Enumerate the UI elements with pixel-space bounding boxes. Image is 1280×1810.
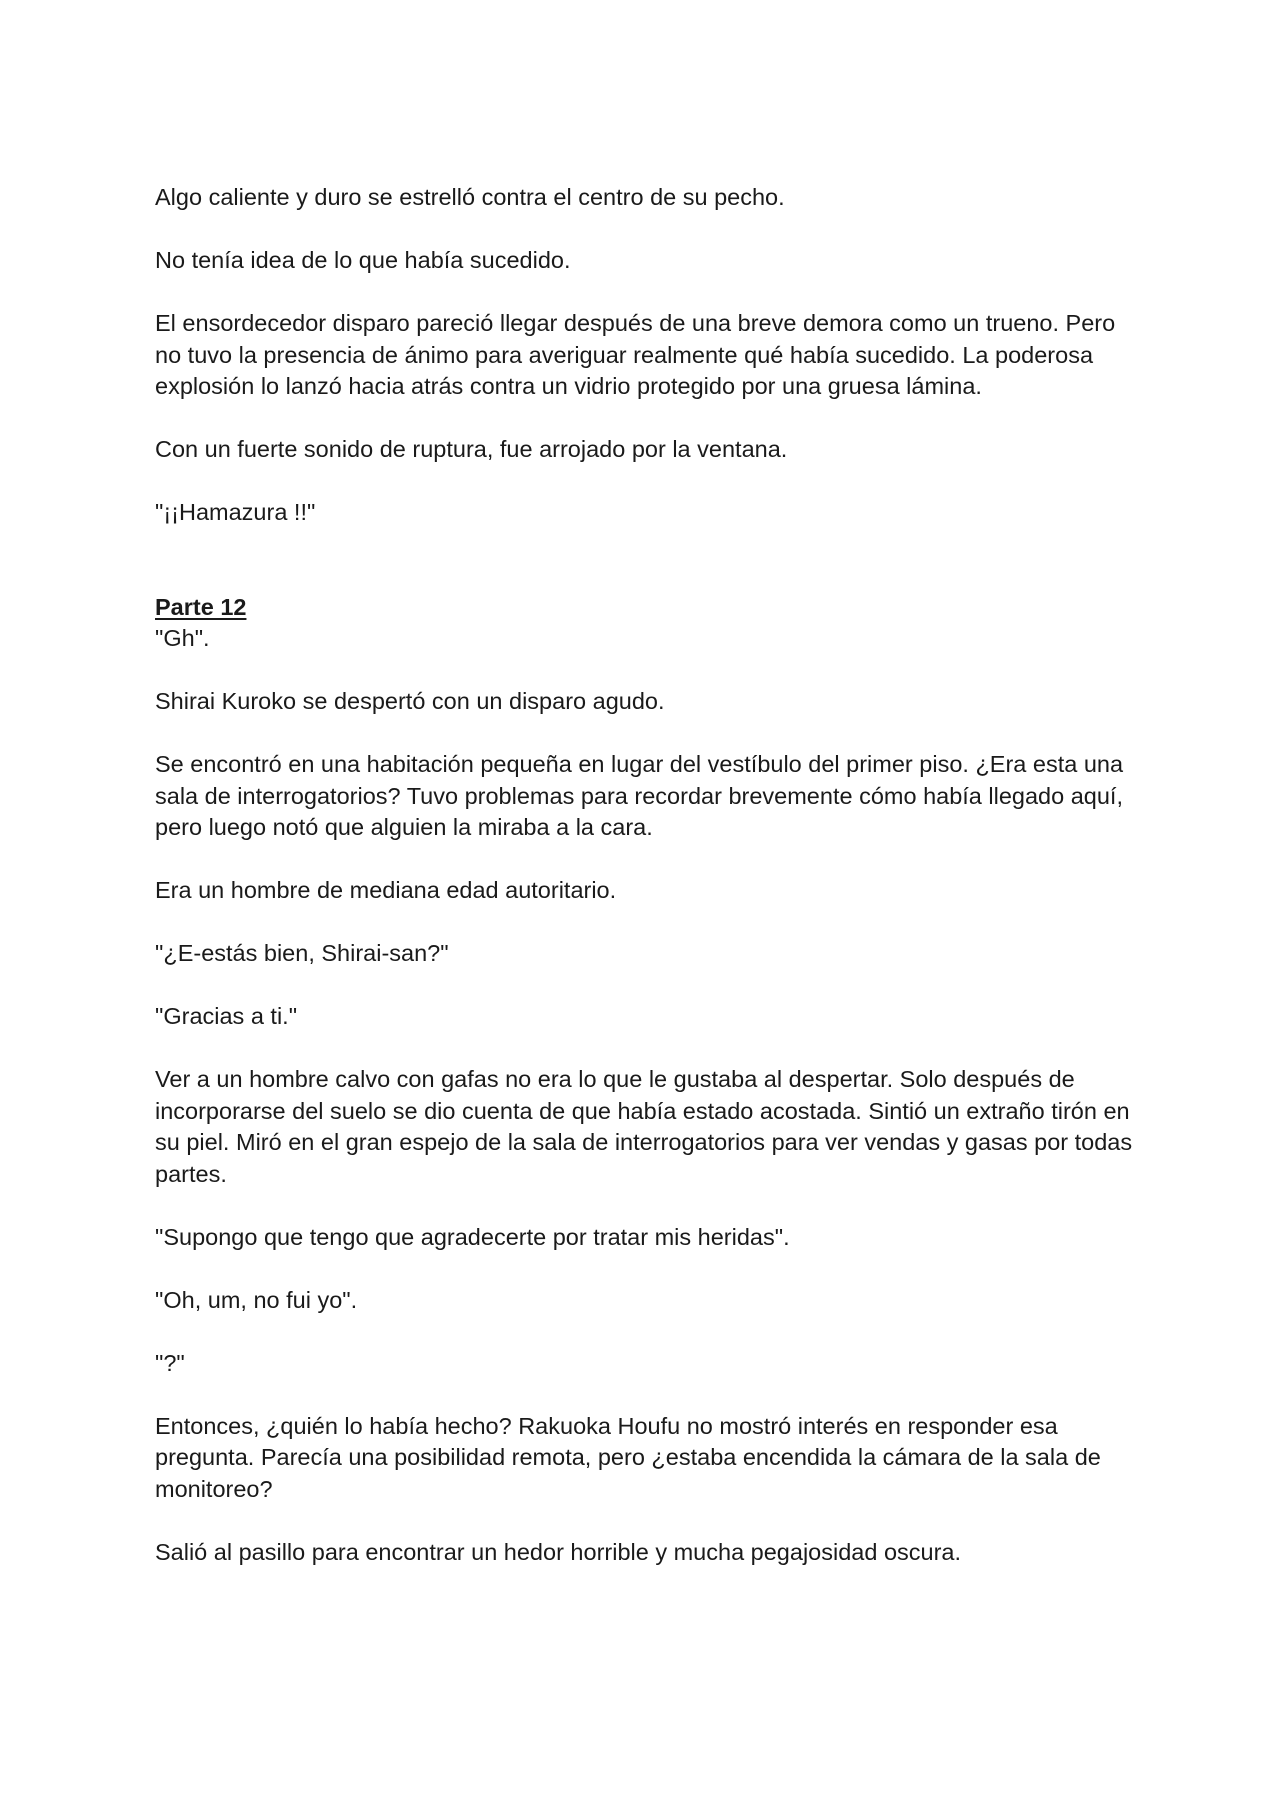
paragraph: "Supongo que tengo que agradecerte por tratar mis heridas". bbox=[155, 1223, 790, 1250]
paragraph: "Gracias a ti." bbox=[155, 1003, 298, 1029]
paragraph: Salió al pasillo para encontrar un hedor horrible y mucha pegajosidad oscura. bbox=[155, 1538, 962, 1565]
paragraph: Se encontró en una habitación pequeña en lugar del vestíbulo del primer piso. ¿Era esta una sala de interrogatorios? Tuvo problemas para recordar brevemente cómo había llegado aquí, pero luego notó que alguien la miraba a la cara. bbox=[155, 751, 1124, 840]
section-heading: Parte 12 bbox=[155, 593, 247, 620]
paragraph: "¡¡Hamazura !!" bbox=[155, 499, 316, 525]
paragraph: Shirai Kuroko se despertó con un disparo agudo. bbox=[155, 688, 665, 714]
paragraph: "?" bbox=[155, 1349, 185, 1376]
paragraph: Entonces, ¿quién lo había hecho? Rakuoka Houfu no mostró interés en responder esa pregunta. Parecía una posibilidad remota, pero ¿estaba encendida la cámara de la sala de monitoreo? bbox=[155, 1412, 1101, 1502]
paragraph: Con un fuerte sonido de ruptura, fue arrojado por la ventana. bbox=[155, 436, 788, 462]
paragraph: "Gh". bbox=[155, 625, 210, 651]
document-body bbox=[155, 182, 1135, 1568]
paragraph: El ensordecedor disparo pareció llegar después de una breve demora como un trueno. Pero no tuvo la presencia de ánimo para averiguar realmente qué había sucedido. La poderosa explosión lo lanzó hacia atrás contra un vidrio protegido por una gruesa lámina. bbox=[155, 310, 1116, 399]
paragraph: "Oh, um, no fui yo". bbox=[155, 1286, 358, 1313]
paragraph: Era un hombre de mediana edad autoritario. bbox=[155, 877, 617, 903]
paragraph: Ver a un hombre calvo con gafas no era lo que le gustaba al despertar. Solo después de incorporarse del suelo se dio cuenta de que había estado acostada. Sintió un extraño tirón en su piel. Miró en el gran espejo de la sala de interrogatorios para ver vendas y gasas por todas partes. bbox=[155, 1066, 1133, 1187]
paragraph: No tenía idea de lo que había sucedido. bbox=[155, 247, 571, 273]
paragraph: "¿E-estás bien, Shirai-san?" bbox=[155, 940, 449, 966]
paragraph: Algo caliente y duro se estrelló contra el centro de su pecho. bbox=[155, 184, 785, 210]
section-break bbox=[155, 529, 1135, 592]
